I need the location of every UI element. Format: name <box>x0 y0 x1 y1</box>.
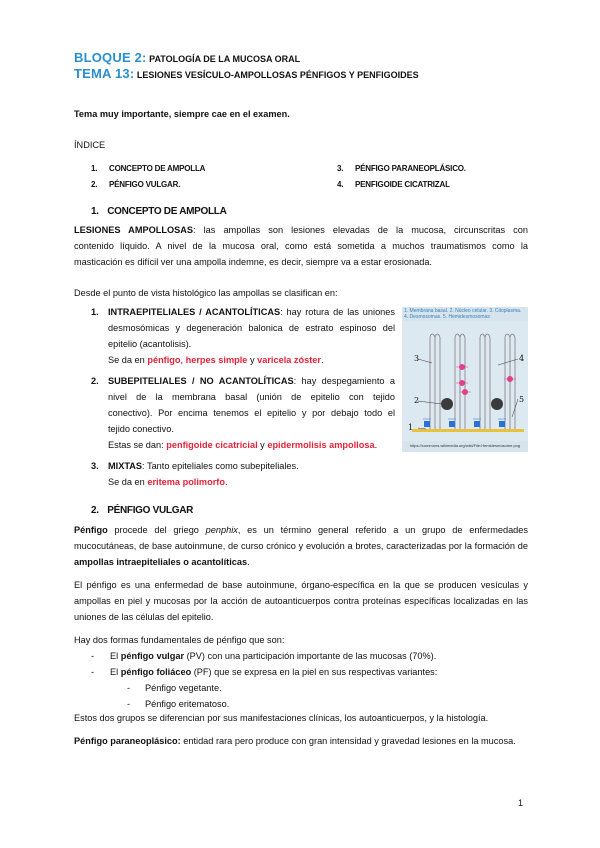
index-num: 3. <box>337 164 344 173</box>
type-seen-line <box>108 474 411 490</box>
section-1-heading <box>91 206 227 217</box>
bloque-tag: BLOQUE 2: <box>74 50 147 65</box>
list-item: - El pénfigo vulgar (PV) con una participación importante de las mucosas (70%). <box>91 651 437 661</box>
type-num: 2. <box>91 376 99 386</box>
classify-intro: Desde el punto de vista histológico las ampollas se clasifican en: <box>74 288 338 298</box>
type-seen-line <box>108 437 395 453</box>
definition-line: masticación es difícil ver una ampolla indemne, es decir, siempre va a estar erosionada. <box>74 257 432 267</box>
joiner: y <box>257 440 268 450</box>
figure-source: https://commons.wikimedia.org/wiki/File:Hemidesmosome.png <box>409 443 521 448</box>
fig-label: 1 <box>408 423 414 432</box>
text-run: penphix <box>205 525 238 535</box>
type-subepiteliales <box>91 373 395 453</box>
paraneoplasic-text: entidad rara pero produce con gran intensidad y gravedad lesiones en la mucosa. <box>180 736 516 746</box>
index-item <box>337 180 450 189</box>
list-item: - Pénfigo eritematoso. <box>127 699 230 709</box>
text-run: procede del griego <box>107 525 206 535</box>
type-seen-line <box>108 352 395 368</box>
type-title: INTRAEPITELIALES / ACANTOLÍTICAS <box>108 307 281 317</box>
joiner: . <box>224 477 228 487</box>
list-item: - El pénfigo foliáceo (PF) que se expresa en la piel en sus respectivas variantes: <box>91 667 438 677</box>
forms-intro: Hay dos formas fundamentales de pénfigo que son: <box>74 635 285 645</box>
type-line: : hay despegamiento a <box>293 376 395 386</box>
disease-term: pénfigo <box>147 355 181 365</box>
fig-label: 5 <box>519 395 525 404</box>
definition-line: : las ampollas son lesiones elevadas de la mucosa, circunscritas con <box>193 225 528 235</box>
form-post: (PF) que se expresa en la piel en sus respectivas variantes: <box>191 667 438 677</box>
tema-title: LESIONES VESÍCULO-AMPOLLOSAS PÉNFIGOS Y PENFIGOIDES <box>136 70 419 80</box>
type-title: SUBEPITELIALES / NO ACANTOLÍTICAS <box>108 376 294 386</box>
type-line: desmosómicas y degeneración balonica de estrato espinoso del <box>108 323 395 333</box>
disease-term: varicela zóster <box>257 355 321 365</box>
form-pre: El <box>110 651 121 661</box>
seen-prefix: Estas se dan: <box>108 440 167 450</box>
section-2-heading <box>91 505 193 516</box>
type-line: : Tanto epiteliales como subepiteliales. <box>142 461 299 471</box>
index-num: 2. <box>91 180 98 189</box>
penfigo-definition-paragraph <box>74 522 528 570</box>
type-mixtas <box>91 458 411 490</box>
section-title: CONCEPTO DE AMPOLLA <box>107 206 227 217</box>
tema-tag: TEMA 13: <box>74 66 135 81</box>
definition-term: LESIONES AMPOLLOSAS <box>74 225 194 235</box>
section-title: PÉNFIGO VULGAR <box>107 505 194 516</box>
type-intraepiteliales <box>91 304 395 368</box>
variant-label: Pénfigo vegetante. <box>145 683 222 693</box>
epithelium-diagram <box>402 307 528 452</box>
index-item <box>337 164 466 173</box>
seen-prefix: Se da en <box>108 355 148 365</box>
index-num: 4. <box>337 180 344 189</box>
type-title: MIXTAS <box>108 461 143 471</box>
type-line: tejido conectivo. <box>108 424 174 434</box>
fig-label: 3 <box>414 354 420 363</box>
list-item: - Pénfigo vegetante. <box>127 683 222 693</box>
joiner: . <box>374 440 378 450</box>
type-line: : hay rotura de las uniones <box>280 307 395 317</box>
penfigo-autoimmune-paragraph: El pénfigo es una enfermedad de base autoinmune, órgano-específica en la que se producen vesículas y ampollas en piel y mucosas por la acción de autoanticuerpos contra proteínas específicas localizadas en las uniones de las células del epitelio. <box>74 580 528 622</box>
tema-heading <box>74 66 419 81</box>
index-label: PÉNFIGO PARANEOPLÁSICO. <box>355 164 466 173</box>
bloque-heading <box>74 50 300 65</box>
form-term: pénfigo vulgar <box>120 651 185 661</box>
joiner: , <box>180 355 186 365</box>
variant-label: Pénfigo eritematoso. <box>145 699 230 709</box>
figure-caption: 1. Membrana basal. 2. Núcleo celular. 3. Citoplasma. 4. Desmosomas. 5. Hemidesmosomas <box>404 308 522 320</box>
section-num: 2. <box>91 505 99 516</box>
nucleus <box>491 398 503 410</box>
type-num: 3. <box>91 461 99 471</box>
joiner: y <box>247 355 258 365</box>
fig-label: 4 <box>519 354 525 363</box>
index-label: CONCEPTO DE AMPOLLA <box>109 164 206 173</box>
definition-paragraph <box>74 222 528 270</box>
section-num: 1. <box>91 206 99 217</box>
exam-note: Tema muy importante, siempre cae en el examen. <box>74 109 290 119</box>
bloque-title: PATOLOGÍA DE LA MUCOSA ORAL <box>149 54 301 64</box>
text-run: . <box>247 557 250 567</box>
page-number: 1 <box>518 798 524 808</box>
form-term: pénfigo foliáceo <box>120 667 192 677</box>
disease-term: eritema polimorfo <box>147 477 225 487</box>
nucleus <box>441 398 453 410</box>
index-label: PENFIGOIDE CICATRIZAL <box>355 180 450 189</box>
basement-membrane <box>412 429 524 432</box>
type-line: nivel de la membrana basal (unión de epitelio con tejido <box>108 392 395 402</box>
text-run: ampollas intraepiteliales o acantolíticas <box>74 557 248 567</box>
index-label: PÉNFIGO VULGAR. <box>109 180 181 189</box>
paraneoplasic-term: Pénfigo paraneoplásico: <box>74 736 181 746</box>
text-run: Pénfigo <box>74 525 108 535</box>
disease-term: epidermolisis ampollosa <box>267 440 375 450</box>
disease-term: herpes simple <box>185 355 248 365</box>
form-pre: El <box>110 667 121 677</box>
type-line: conectivo). Por encima tenemos el epitelio y por debajo todo el <box>108 408 395 418</box>
type-num: 1. <box>91 307 99 317</box>
definition-line: contenido líquido. A nivel de la mucosa oral, como está sometida a muchos traumatismos como la <box>74 241 528 251</box>
index-title: ÍNDICE <box>74 140 106 150</box>
histology-figure <box>402 307 528 452</box>
type-line: epitelio (acantolisis). <box>108 339 192 349</box>
joiner: . <box>320 355 324 365</box>
seen-prefix: Se da en <box>108 477 148 487</box>
index-item <box>91 164 206 173</box>
index-num: 1. <box>91 164 98 173</box>
disease-term: penfigoide cicatricial <box>166 440 258 450</box>
fig-label: 2 <box>414 396 420 405</box>
groups-paragraph: Estos dos grupos se diferencian por sus manifestaciones clínicas, los autoanticuerpos, y la histología. <box>74 713 489 723</box>
forms-list <box>91 648 528 712</box>
text-run: , es un término general referido a un grupo de enfermedades mucocutáneas, de base autoinmune, de curso crónico y evolución a brotes, caracterizadas por la formación de <box>74 525 528 551</box>
form-post: (PV) con una participación importante de las mucosas (70%). <box>184 651 437 661</box>
index-item <box>91 180 181 189</box>
paraneoplasic-paragraph <box>74 733 528 749</box>
